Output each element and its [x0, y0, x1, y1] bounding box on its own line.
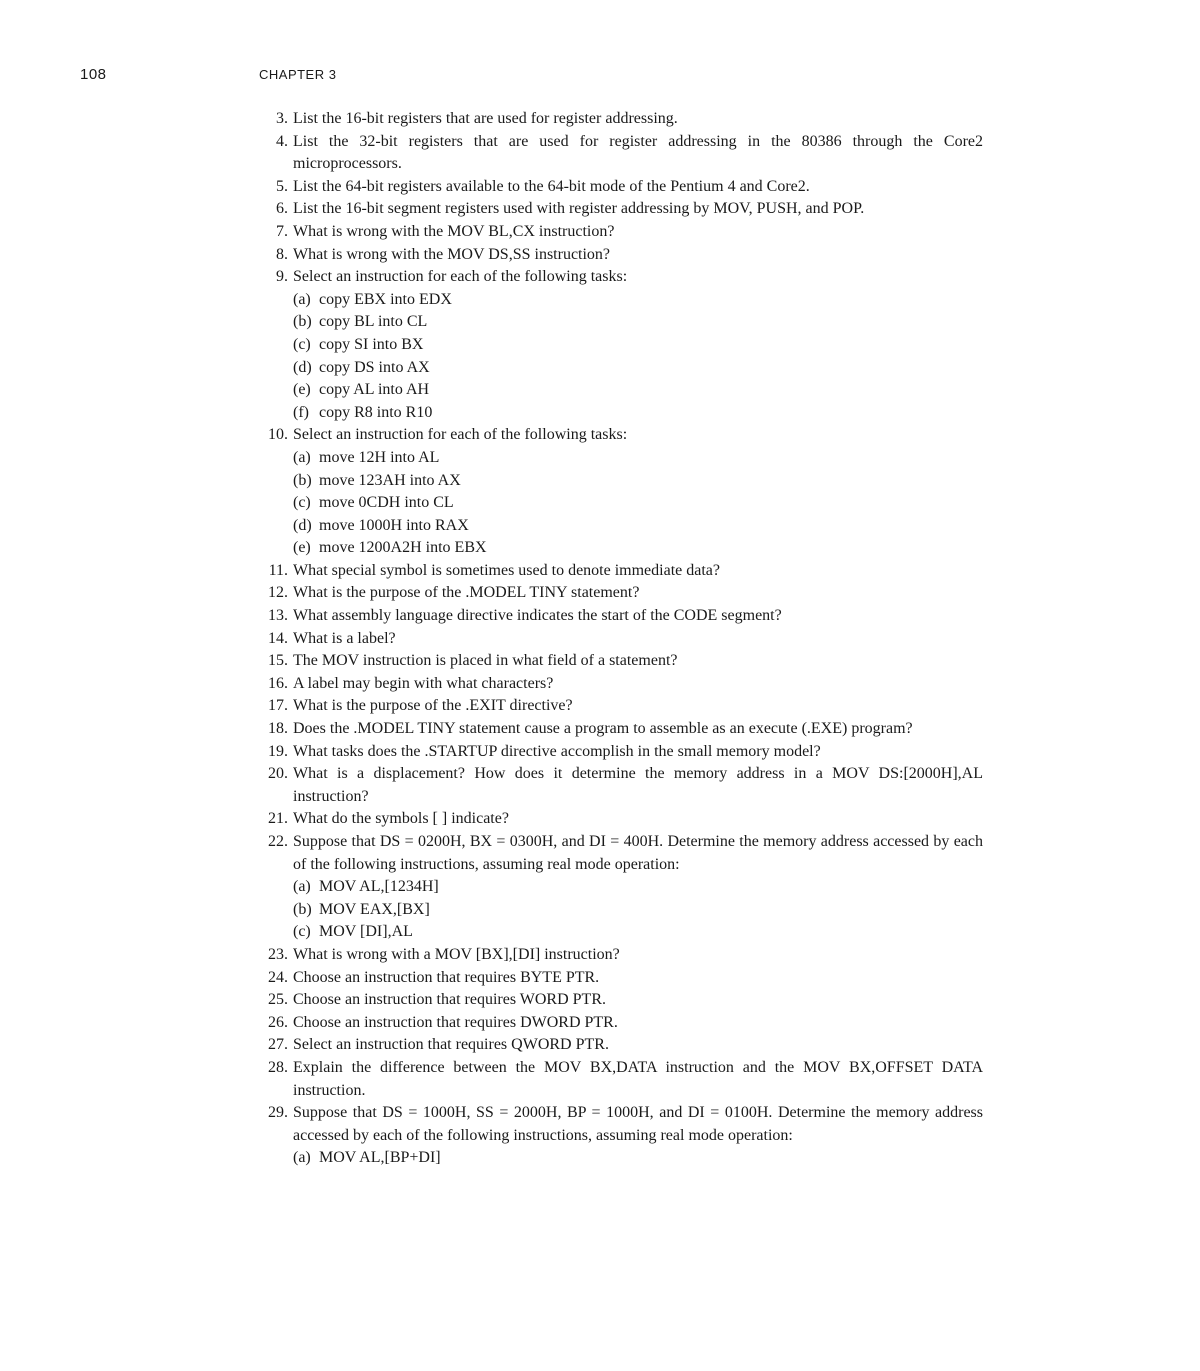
subquestion-label: (b)	[293, 313, 312, 331]
question-number: 13.	[268, 607, 288, 625]
question-number: 25.	[268, 991, 288, 1009]
subquestion-list	[0, 1147, 1200, 1170]
subquestion-text: copy SI into BX	[319, 335, 424, 353]
question-text: Select an instruction that requires QWORD PTR.	[293, 1036, 609, 1054]
question-number: 10.	[268, 426, 288, 444]
question-number: 9.	[276, 268, 288, 286]
page-header	[0, 66, 1200, 88]
question-text: What is wrong with the MOV DS,SS instruction?	[293, 245, 611, 263]
question-text: What is wrong with the MOV BL,CX instruction?	[293, 222, 615, 240]
question-item	[0, 108, 1200, 131]
question-item	[0, 198, 1200, 221]
subquestion-item	[293, 899, 1200, 922]
question-item	[0, 650, 1200, 673]
subquestion-item	[293, 311, 1200, 334]
question-number: 12.	[268, 584, 288, 602]
question-text: Choose an instruction that requires BYTE PTR.	[293, 968, 600, 986]
subquestion-label: (b)	[293, 900, 312, 918]
subquestion-text: copy DS into AX	[319, 358, 430, 376]
subquestion-item	[293, 470, 1200, 493]
question-item	[0, 560, 1200, 583]
question-item	[0, 1102, 1200, 1170]
question-number: 26.	[268, 1013, 288, 1031]
subquestion-text: move 123AH into AX	[319, 471, 461, 489]
question-number: 20.	[268, 765, 288, 783]
subquestion-label: (a)	[293, 1149, 311, 1167]
question-text: What tasks does the .STARTUP directive accomplish in the small memory model?	[293, 742, 821, 760]
question-item	[0, 741, 1200, 764]
question-number: 3.	[276, 110, 288, 127]
subquestion-text: move 1200A2H into EBX	[319, 539, 487, 557]
question-item	[0, 1034, 1200, 1057]
question-number: 22.	[268, 833, 288, 850]
question-text: What is the purpose of the .EXIT directive?	[293, 697, 573, 715]
question-item	[0, 718, 1200, 741]
question-number: 18.	[268, 720, 288, 738]
subquestion-item	[293, 537, 1200, 560]
question-number: 6.	[276, 200, 288, 218]
question-text: Does the .MODEL TINY statement cause a program to assemble as an execute (.EXE) program?	[293, 720, 913, 738]
subquestion-item	[293, 357, 1200, 380]
question-text: List the 16-bit registers that are used for register addressing.	[293, 110, 678, 127]
question-text: List the 32-bit registers that are used for register addressing in the 80386 through the Core2 microprocessors.	[293, 132, 983, 173]
subquestion-list	[0, 876, 1200, 944]
question-item	[0, 967, 1200, 990]
question-text: List the 64-bit registers available to the 64-bit mode of the Pentium 4 and Core2.	[293, 177, 810, 195]
subquestion-text: MOV EAX,[BX]	[319, 900, 430, 918]
question-item	[0, 1012, 1200, 1035]
question-number: 29.	[268, 1104, 288, 1122]
question-number: 19.	[268, 742, 288, 760]
subquestion-item	[293, 379, 1200, 402]
question-text: What is wrong with a MOV [BX],[DI] instruction?	[293, 945, 620, 963]
question-item	[0, 763, 1200, 808]
question-text: Explain the difference between the MOV BX,DATA instruction and the MOV BX,OFFSET DATA instruction.	[293, 1058, 983, 1099]
question-number: 5.	[276, 177, 288, 195]
subquestion-list	[0, 289, 1200, 425]
question-text: What is a displacement? How does it determine the memory address in a MOV DS:[2000H],AL instruction?	[293, 765, 983, 805]
question-item	[0, 176, 1200, 199]
question-number: 17.	[268, 697, 288, 715]
question-text: Choose an instruction that requires DWORD PTR.	[293, 1013, 618, 1031]
question-item	[0, 989, 1200, 1012]
subquestion-item	[293, 447, 1200, 470]
question-number: 28.	[268, 1058, 288, 1076]
subquestion-label: (b)	[293, 471, 312, 489]
question-text: What is a label?	[293, 629, 396, 647]
question-item	[0, 808, 1200, 831]
question-item	[0, 944, 1200, 967]
subquestion-text: copy EBX into EDX	[319, 290, 452, 308]
question-number: 21.	[268, 810, 288, 828]
question-number: 15.	[268, 652, 288, 670]
subquestion-label: (e)	[293, 381, 311, 399]
subquestion-list	[0, 447, 1200, 560]
question-text: Select an instruction for each of the following tasks:	[293, 268, 628, 286]
subquestion-item	[293, 289, 1200, 312]
question-item	[0, 695, 1200, 718]
subquestion-label: (d)	[293, 516, 312, 534]
page-number: 108	[80, 66, 107, 83]
subquestion-label: (f)	[293, 403, 309, 421]
question-text: Choose an instruction that requires WORD PTR.	[293, 991, 606, 1009]
question-number: 23.	[268, 945, 288, 963]
question-text: The MOV instruction is placed in what field of a statement?	[293, 652, 678, 670]
subquestion-text: move 0CDH into CL	[319, 494, 454, 512]
subquestion-label: (c)	[293, 335, 311, 353]
subquestion-label: (a)	[293, 878, 311, 896]
subquestion-label: (d)	[293, 358, 312, 376]
subquestion-item	[293, 515, 1200, 538]
subquestion-label: (a)	[293, 290, 311, 308]
question-number: 14.	[268, 629, 288, 647]
question-text: What is the purpose of the .MODEL TINY statement?	[293, 584, 640, 602]
subquestion-label: (c)	[293, 923, 311, 941]
question-item	[0, 131, 1200, 176]
subquestion-item	[293, 876, 1200, 899]
subquestion-item	[293, 1147, 1200, 1170]
question-number: 24.	[268, 968, 288, 986]
question-item	[0, 582, 1200, 605]
question-text: Suppose that DS = 0200H, BX = 0300H, and DI = 400H. Determine the memory address accessed by each of the following instructions, assuming real mode operation:	[293, 833, 983, 873]
subquestion-text: MOV AL,[1234H]	[319, 878, 439, 896]
question-item	[0, 628, 1200, 651]
question-item	[0, 266, 1200, 424]
question-number: 16.	[268, 674, 288, 692]
question-item	[0, 424, 1200, 560]
question-number: 7.	[276, 222, 288, 240]
question-number: 8.	[276, 245, 288, 263]
subquestion-text: move 12H into AL	[319, 448, 440, 466]
subquestion-text: copy R8 into R10	[319, 403, 433, 421]
question-number: 27.	[268, 1036, 288, 1054]
question-item	[0, 1057, 1200, 1102]
question-text: Select an instruction for each of the following tasks:	[293, 426, 628, 444]
question-item	[0, 244, 1200, 267]
question-item	[0, 673, 1200, 696]
question-item	[0, 605, 1200, 628]
chapter-title: CHAPTER 3	[259, 67, 337, 82]
subquestion-label: (c)	[293, 494, 311, 512]
question-text: A label may begin with what characters?	[293, 674, 554, 692]
question-text: What special symbol is sometimes used to denote immediate data?	[293, 561, 720, 579]
question-item	[0, 831, 1200, 944]
question-item	[0, 221, 1200, 244]
subquestion-text: copy AL into AH	[319, 381, 430, 399]
question-number: 4.	[276, 132, 288, 150]
question-text: What assembly language directive indicates the start of the CODE segment?	[293, 607, 782, 625]
subquestion-item	[293, 921, 1200, 944]
question-list	[0, 108, 1200, 1170]
question-text: What do the symbols [ ] indicate?	[293, 810, 509, 828]
subquestion-text: MOV [DI],AL	[319, 923, 413, 941]
subquestion-text: copy BL into CL	[319, 313, 428, 331]
subquestion-item	[293, 402, 1200, 425]
subquestion-item	[293, 334, 1200, 357]
question-number: 11.	[268, 561, 288, 579]
subquestion-item	[293, 492, 1200, 515]
subquestion-label: (a)	[293, 448, 311, 466]
question-text: Suppose that DS = 1000H, SS = 2000H, BP = 1000H, and DI = 0100H. Determine the memory address accessed by each of the following instructions, assuming real mode operation:	[293, 1104, 983, 1144]
subquestion-text: move 1000H into RAX	[319, 516, 469, 534]
subquestion-text: MOV AL,[BP+DI]	[319, 1149, 441, 1167]
subquestion-label: (e)	[293, 539, 311, 557]
question-text: List the 16-bit segment registers used with register addressing by MOV, PUSH, and POP.	[293, 200, 865, 218]
